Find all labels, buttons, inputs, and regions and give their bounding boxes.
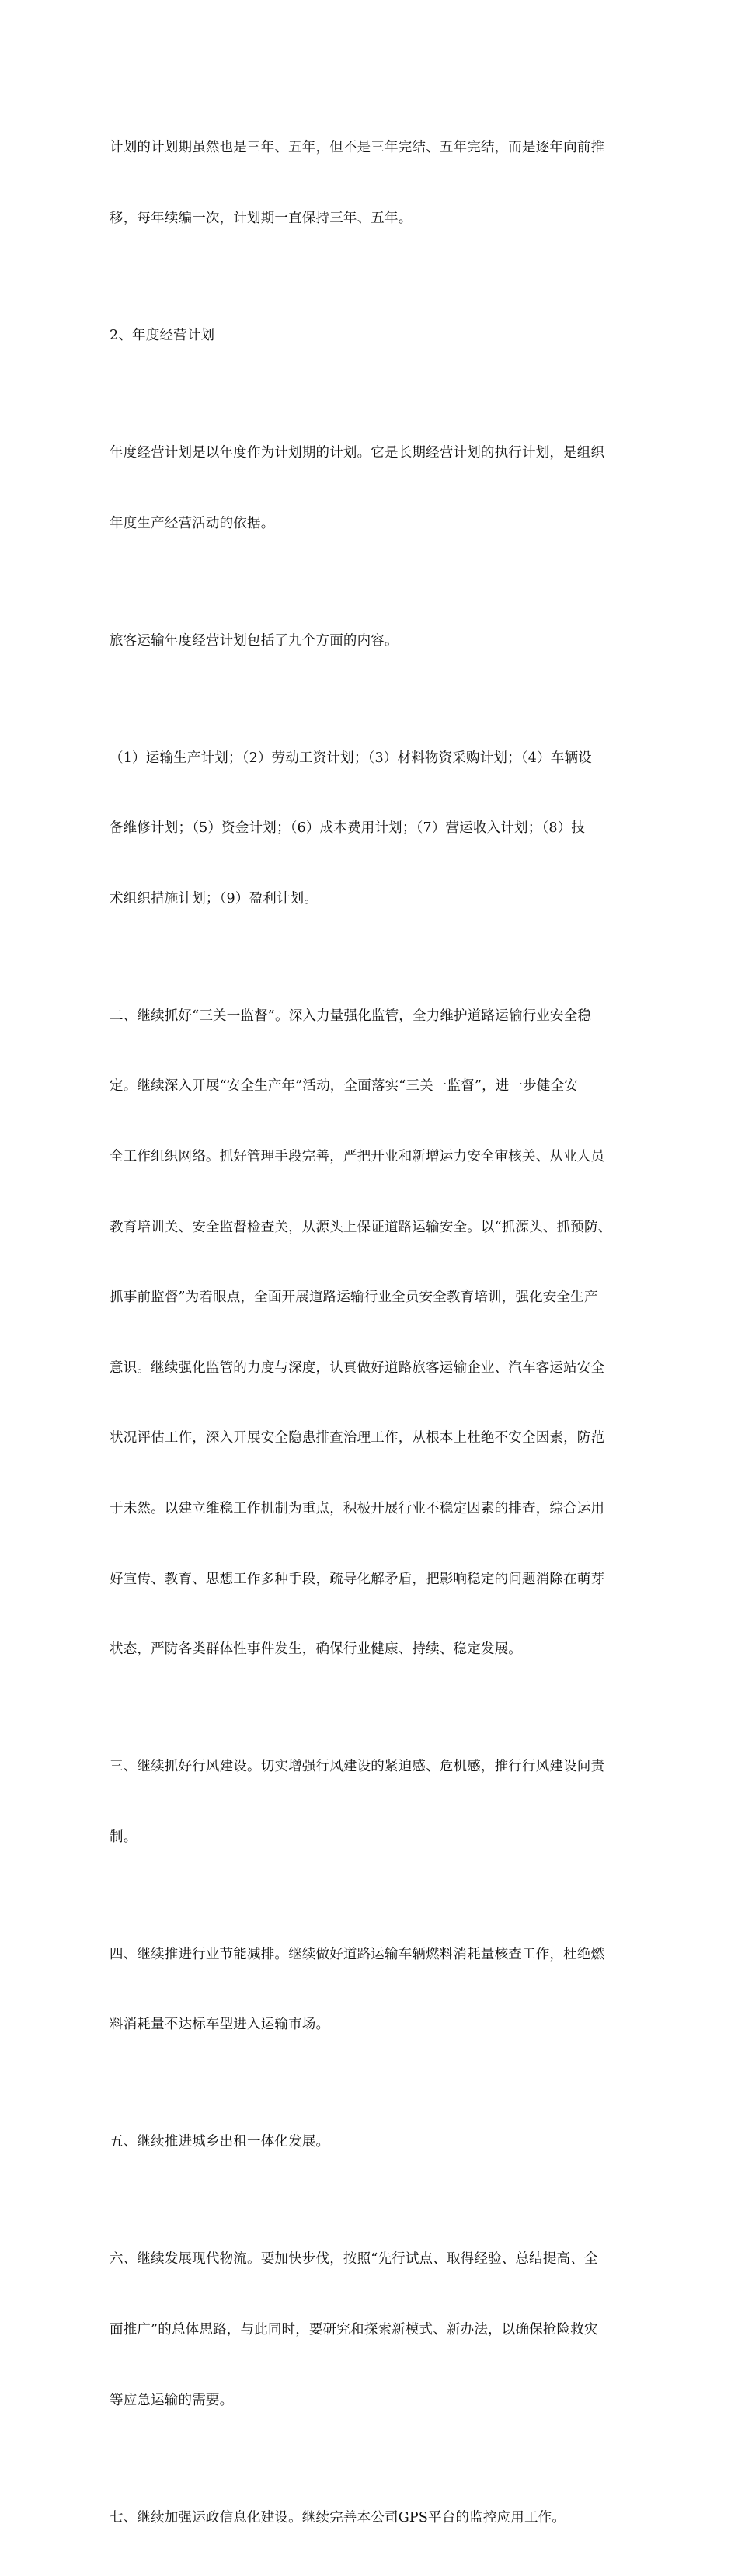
text-line: 计划的计划期虽然也是三年、五年，但不是三年完结、五年完结，而是逐年向前推 [110, 140, 605, 156]
text-line: 好宣传、教育、思想工作多种手段，疏导化解矛盾，把影响稳定的问题消除在萌芽 [110, 1571, 605, 1587]
text-line: 意识。继续强化监管的力度与深度，认真做好道路旅客运输企业、汽车客运站安全 [110, 1359, 605, 1376]
text-line: 七、继续加强运政信息化建设。继续完善本公司GPS平台的监控应用工作。 [110, 2509, 566, 2526]
text-line: 抓事前监督”为着眼点，全面开展道路运输行业全员安全教育培训，强化安全生产 [110, 1290, 598, 1306]
text-line: 2、年度经营计划 [110, 328, 215, 343]
paragraph-annual-plan-definition [110, 395, 638, 583]
text-line: 状况评估工作，深入开展安全隐患排查治理工作，从根本上杜绝不安全因素，防范 [110, 1430, 605, 1446]
text-line: 料消耗量不达标车型进入运输市场。 [110, 2017, 330, 2033]
paragraph-safety-supervision [110, 957, 638, 1707]
paragraph-nine-aspects [110, 582, 638, 699]
text-line: 制。 [110, 1829, 138, 1845]
text-line: 状态，严防各类群体性事件发生，确保行业健康、持续、稳定发展。 [110, 1641, 522, 1658]
paragraph-plan-period [110, 89, 638, 277]
text-line: 三、继续抓好行风建设。切实增强行风建设的紧迫感、危机感，推行行风建设问责 [110, 1759, 605, 1775]
text-line: 旅客运输年度经营计划包括了九个方面的内容。 [110, 632, 399, 649]
text-line: 备维修计划；（5）资金计划；（6）成本费用计划；（7）营运收入计划；（8）技 [110, 820, 586, 837]
text-line: 年度经营计划是以年度作为计划期的计划。它是长期经营计划的执行计划，是组织 [110, 445, 605, 461]
text-line: 四、继续推进行业节能减排。继续做好道路运输车辆燃料消耗量核查工作，杜绝燃 [110, 1946, 605, 1962]
text-line: 五、继续推进城乡出租一体化发展。 [110, 2134, 330, 2150]
text-line: 全工作组织网络。抓好管理手段完善，严把开业和新增运力安全审核关、从业人员 [110, 1148, 605, 1164]
text-line: 教育培训关、安全监督检查关，从源头上保证道路运输安全。以“抓源头、抓预防、 [110, 1219, 612, 1235]
document-page [110, 89, 638, 2576]
text-line: 六、继续发展现代物流。要加快步伐，按照“先行试点、取得经验、总结提高、全 [110, 2251, 598, 2268]
text-line: 面推广”的总体思路，与此同时，要研究和探索新模式、新办法，以确保抢险救灾 [110, 2321, 598, 2338]
section-heading-annual-plan [110, 277, 638, 395]
paragraph-urban-rural-taxi [110, 2083, 638, 2201]
text-line: 二、继续抓好“三关一监督”。深入力量强化监管，全力维护道路运输行业安全稳 [110, 1008, 592, 1024]
text-line: 年度生产经营活动的依据。 [110, 515, 275, 531]
paragraph-work-style [110, 1708, 638, 1896]
text-line: 定。继续深入开展“安全生产年”活动，全面落实“三关一监督”，进一步健全安 [110, 1078, 578, 1095]
paragraph-plan-list [110, 699, 638, 957]
text-line: 于未然。以建立维稳工作机制为重点，积极开展行业不稳定因素的排查，综合运用 [110, 1500, 605, 1516]
paragraph-energy-saving [110, 1895, 638, 2083]
text-line: 术组织措施计划；（9）盈利计划。 [110, 890, 319, 907]
text-line: （1）运输生产计划；（2）劳动工资计划；（3）材料物资采购计划；（4）车辆设 [110, 750, 592, 766]
paragraph-modern-logistics [110, 2201, 638, 2459]
paragraph-informatization [110, 2459, 638, 2576]
text-line: 移，每年续编一次，计划期一直保持三年、五年。 [110, 211, 413, 226]
text-line: 等应急运输的需要。 [110, 2392, 234, 2408]
